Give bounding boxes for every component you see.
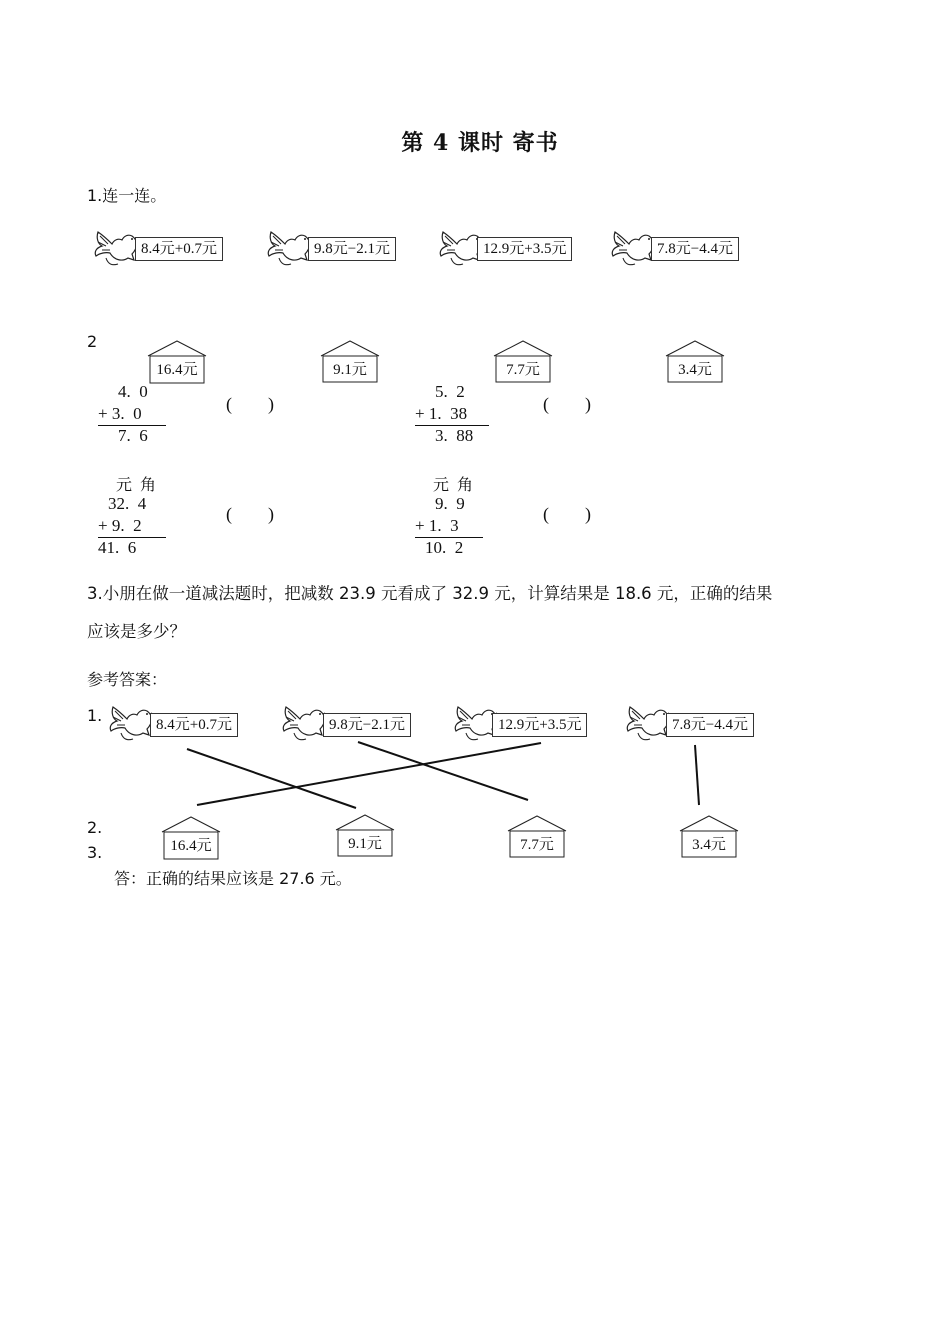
calc-operand: + 3. 0 [98, 404, 142, 423]
match-line-4 [695, 745, 699, 805]
expression-box: 7.8元−4.4元 [651, 237, 739, 261]
expression-box: 9.8元−2.1元 [308, 237, 396, 261]
page-title: 第 4 课时 寄书 [401, 130, 559, 156]
house-value: 3.4元 [692, 837, 726, 853]
expression-box: 8.4元+0.7元 [150, 713, 238, 737]
calc-operand: + 9. 2 [98, 516, 142, 535]
unit-header: 元 角 [116, 477, 157, 494]
house-value: 9.1元 [333, 362, 367, 378]
calc-result: 41. 6 [98, 538, 137, 557]
expression-box: 7.8元−4.4元 [666, 713, 754, 737]
unit-header: 元 角 [433, 477, 474, 494]
expression-box: 9.8元−2.1元 [323, 713, 411, 737]
calc-top: 9. 9 [435, 494, 465, 513]
calc-top: 32. 4 [108, 494, 147, 513]
answers-heading: 参考答案： [87, 670, 168, 689]
q3-line-2: 应该是多少？ [87, 622, 186, 641]
expression-box: 12.9元+3.5元 [492, 713, 587, 737]
house-value: 3.4元 [678, 362, 712, 378]
calc-result: 7. 6 [118, 426, 148, 445]
answer-house-2 [335, 814, 395, 858]
house-value: 16.4元 [156, 362, 198, 378]
expression-box: 12.9元+3.5元 [477, 237, 572, 261]
match-line-3 [197, 743, 541, 805]
match-line-1 [187, 749, 356, 808]
q3-line-1: 3.小朋在做一道减法题时，把减数 23.9 元看成了 32.9 元，计算结果是 18.6 元，正确的结果 [87, 584, 773, 603]
calc-result: 10. 2 [425, 538, 464, 557]
answer-parentheses[interactable]: ( ) [226, 394, 274, 414]
expression-box: 8.4元+0.7元 [135, 237, 223, 261]
house-value: 7.7元 [520, 837, 554, 853]
answer-1-label: 1. [87, 706, 103, 725]
house-value: 16.4元 [170, 838, 212, 854]
answer-3-label: 3. [87, 843, 103, 862]
answer-parentheses[interactable]: ( ) [543, 394, 591, 414]
q2-label: 2 [87, 332, 98, 351]
calc-top: 5. 2 [435, 382, 465, 401]
answer-3-text: 答：正确的结果应该是 27.6 元。 [114, 869, 352, 888]
calc-result: 3. 88 [435, 426, 474, 445]
answer-2-label: 2. [87, 818, 103, 837]
q1-label: 1.连一连。 [87, 186, 167, 205]
answer-house-4 [679, 815, 739, 859]
answer-house-3 [507, 815, 567, 859]
calc-top: 4. 0 [118, 382, 148, 401]
calc-operand: + 1. 3 [415, 516, 459, 535]
answer-parentheses[interactable]: ( ) [543, 504, 591, 524]
answer-parentheses[interactable]: ( ) [226, 504, 274, 524]
calc-operand: + 1. 38 [415, 404, 468, 423]
answer-house-1 [161, 816, 221, 860]
house-value: 9.1元 [348, 836, 382, 852]
house-value: 7.7元 [506, 362, 540, 378]
